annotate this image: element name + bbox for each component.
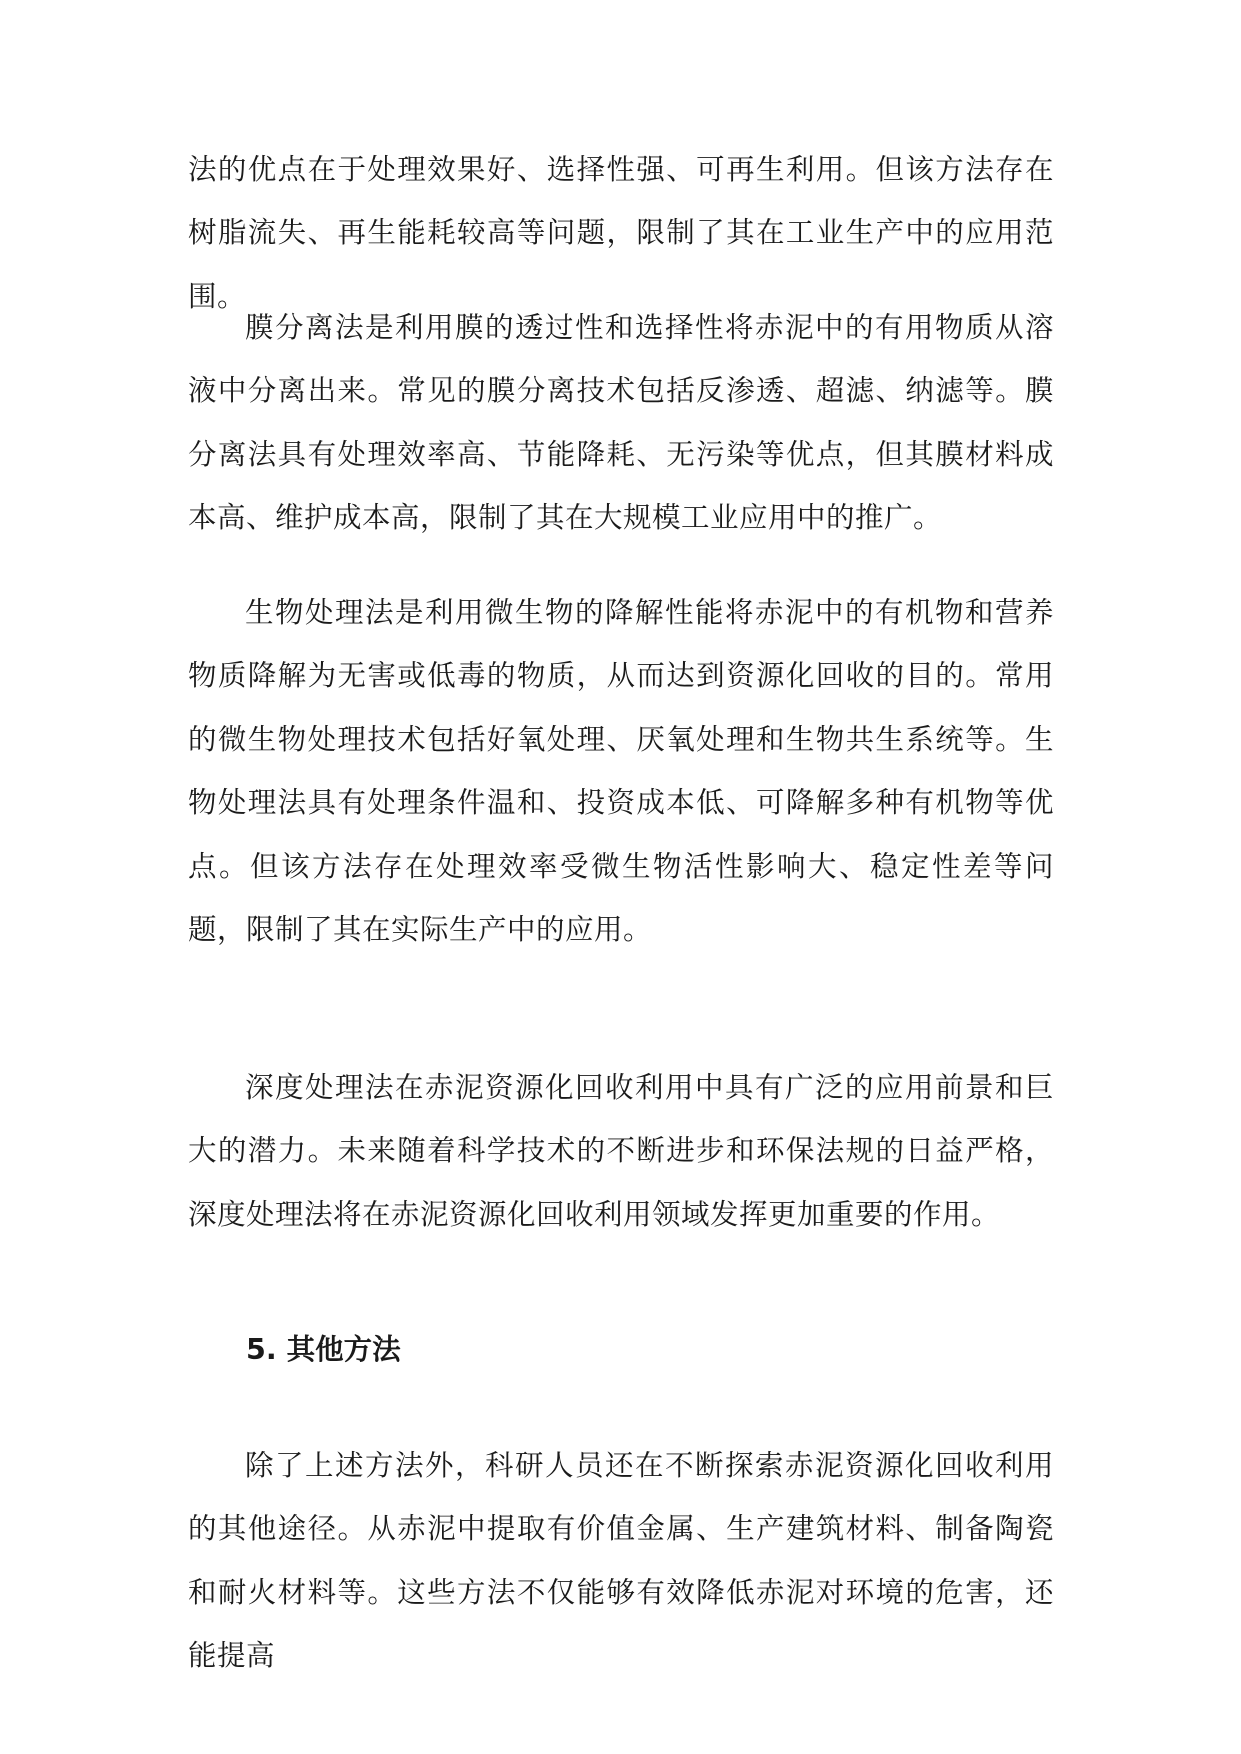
- paragraph-other-methods: [188, 1434, 1054, 1688]
- paragraph-text: 深度处理法在赤泥资源化回收利用中具有广泛的应用前景和巨大的潜力。未来随着科学技术的不断进步和环保法规的日益严格，深度处理法将在赤泥资源化回收利用领域发挥更加重要的作用。: [188, 1071, 1054, 1231]
- paragraph-text: 除了上述方法外，科研人员还在不断探索赤泥资源化回收利用的其他途径。从赤泥中提取有价值金属、生产建筑材料、制备陶瓷和耐火材料等。这些方法不仅能够有效降低赤泥对环境的危害，还能提高: [188, 1449, 1054, 1673]
- section-heading: [246, 1318, 946, 1381]
- paragraph-membrane-separation: [188, 296, 1054, 550]
- paragraph-advanced-treatment: [188, 1056, 1054, 1246]
- paragraph-text: 膜分离法是利用膜的透过性和选择性将赤泥中的有用物质从溶液中分离出来。常见的膜分离技术包括反渗透、超滤、纳滤等。膜分离法具有处理效率高、节能降耗、无污染等优点，但其膜材料成本高、维护成本高，限制了其在大规模工业应用中的推广。: [188, 311, 1054, 535]
- section-heading-text: 5. 其他方法: [246, 1333, 401, 1366]
- paragraph-text: 法的优点在于处理效果好、选择性强、可再生利用。但该方法存在树脂流失、再生能耗较高等问题，限制了其在工业生产中的应用范围。: [188, 153, 1054, 313]
- paragraph-biological-treatment: [188, 581, 1054, 961]
- paragraph-text: 生物处理法是利用微生物的降解性能将赤泥中的有机物和营养物质降解为无害或低毒的物质，从而达到资源化回收的目的。常用的微生物处理技术包括好氧处理、厌氧处理和生物共生系统等。生物处理法具有处理条件温和、投资成本低、可降解多种有机物等优点。但该方法存在处理效率受微生物活性影响大、稳定性差等问题，限制了其在实际生产中的应用。: [188, 596, 1054, 947]
